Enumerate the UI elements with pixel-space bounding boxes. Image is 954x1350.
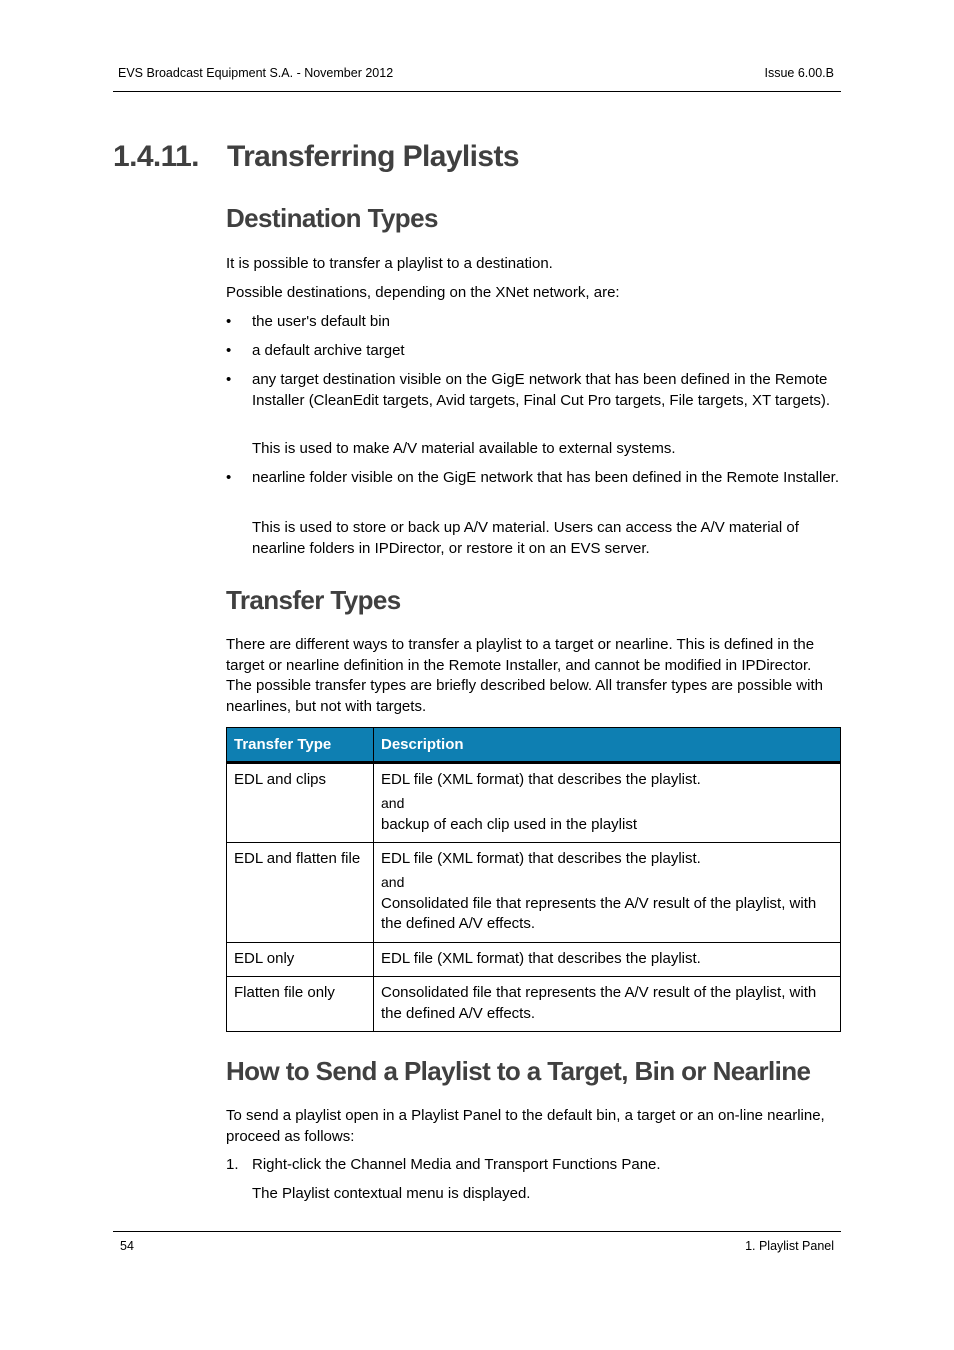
heading-destination-types: Destination Types <box>226 203 438 233</box>
transfer-type-cell: EDL and flatten file <box>227 843 374 943</box>
page-header <box>113 66 841 92</box>
column-header-description: Description <box>374 728 841 763</box>
heading-transfer-types: Transfer Types <box>226 585 401 615</box>
bullet-item-default-bin <box>226 312 841 333</box>
table-header-row <box>227 728 841 763</box>
bullet-item-archive-target <box>226 341 841 362</box>
description-cell <box>374 763 841 843</box>
description-line: backup of each clip used in the playlist <box>381 815 637 833</box>
description-cell <box>374 977 841 1032</box>
description-and: and <box>381 794 405 811</box>
bullet-text: the user's default bin <box>252 313 390 330</box>
table-row <box>227 763 841 843</box>
destination-list-intro: Possible destinations, depending on the XNet network, are: <box>226 284 620 301</box>
bullet-icon: • <box>226 342 232 359</box>
table-row <box>227 942 841 977</box>
destination-intro: It is possible to transfer a playlist to a destination. <box>226 255 553 272</box>
step-item <box>226 1155 841 1176</box>
bullet-icon: • <box>226 313 232 330</box>
how-to-intro: To send a playlist open in a Playlist Panel to the default bin, a target or an on-line nearline, proceed as follows: <box>226 1107 825 1145</box>
target-destination-note: This is used to make A/V material available to external systems. <box>252 440 676 457</box>
step-text: Right-click the Channel Media and Transport Functions Pane. <box>252 1156 661 1173</box>
column-header-transfer-type: Transfer Type <box>227 728 374 763</box>
bullet-text: nearline folder visible on the GigE network that has been defined in the Remote Installer. <box>252 469 840 486</box>
table-row <box>227 843 841 943</box>
description-cell <box>374 843 841 943</box>
section-title-text: Transferring Playlists <box>227 140 519 173</box>
step-number: 1. <box>226 1156 239 1173</box>
transfer-intro: There are different ways to transfer a playlist to a target or nearline. This is defined in the target or nearline definition in the Remote Installer, and cannot be modified in IPDirector. The possible transfer types are briefly described below. All transfer types are possible with nearlines, but not with targets. <box>226 636 823 715</box>
section-title <box>113 140 519 174</box>
description-line: EDL file (XML format) that describes the playlist. <box>381 771 701 788</box>
transfer-types-table <box>226 727 841 1032</box>
page-footer <box>113 1231 841 1253</box>
footer-section: 1. Playlist Panel <box>745 1239 834 1253</box>
bullet-item-target-destination <box>226 370 841 411</box>
header-company-date: EVS Broadcast Equipment S.A. - November 2012 <box>118 66 394 80</box>
nearline-folder-note: This is used to store or back up A/V material. Users can access the A/V material of nearline folders in IPDirector, or restore it on an EVS server. <box>252 519 799 557</box>
section-number: 1.4.11. <box>113 140 199 173</box>
bullet-text: a default archive target <box>252 342 405 359</box>
transfer-type-cell: EDL only <box>227 942 374 977</box>
bullet-icon: • <box>226 371 232 388</box>
heading-how-to-send: How to Send a Playlist to a Target, Bin or Nearline <box>226 1056 811 1086</box>
bullet-text: any target destination visible on the GigE network that has been defined in the Remote Installer (CleanEdit targets, Avid targets, Final Cut Pro targets, File targets, XT targets). <box>252 371 831 409</box>
bullet-item-nearline-folder <box>226 468 841 489</box>
description-line: EDL file (XML format) that describes the playlist. <box>381 949 701 967</box>
description-cell <box>374 942 841 977</box>
description-and: and <box>381 873 405 890</box>
table-row <box>227 977 841 1032</box>
step-note: The Playlist contextual menu is displayed. <box>252 1185 531 1202</box>
bullet-icon: • <box>226 469 232 486</box>
description-line: Consolidated file that represents the A/V result of the playlist, with the defined A/V effects. <box>381 894 817 932</box>
header-issue: Issue 6.00.B <box>764 66 834 80</box>
transfer-type-cell: EDL and clips <box>227 763 374 843</box>
transfer-type-cell: Flatten file only <box>227 977 374 1032</box>
page-number: 54 <box>120 1239 134 1253</box>
description-line: Consolidated file that represents the A/V result of the playlist, with the defined A/V effects. <box>381 984 817 1022</box>
description-line: EDL file (XML format) that describes the playlist. <box>381 850 701 867</box>
